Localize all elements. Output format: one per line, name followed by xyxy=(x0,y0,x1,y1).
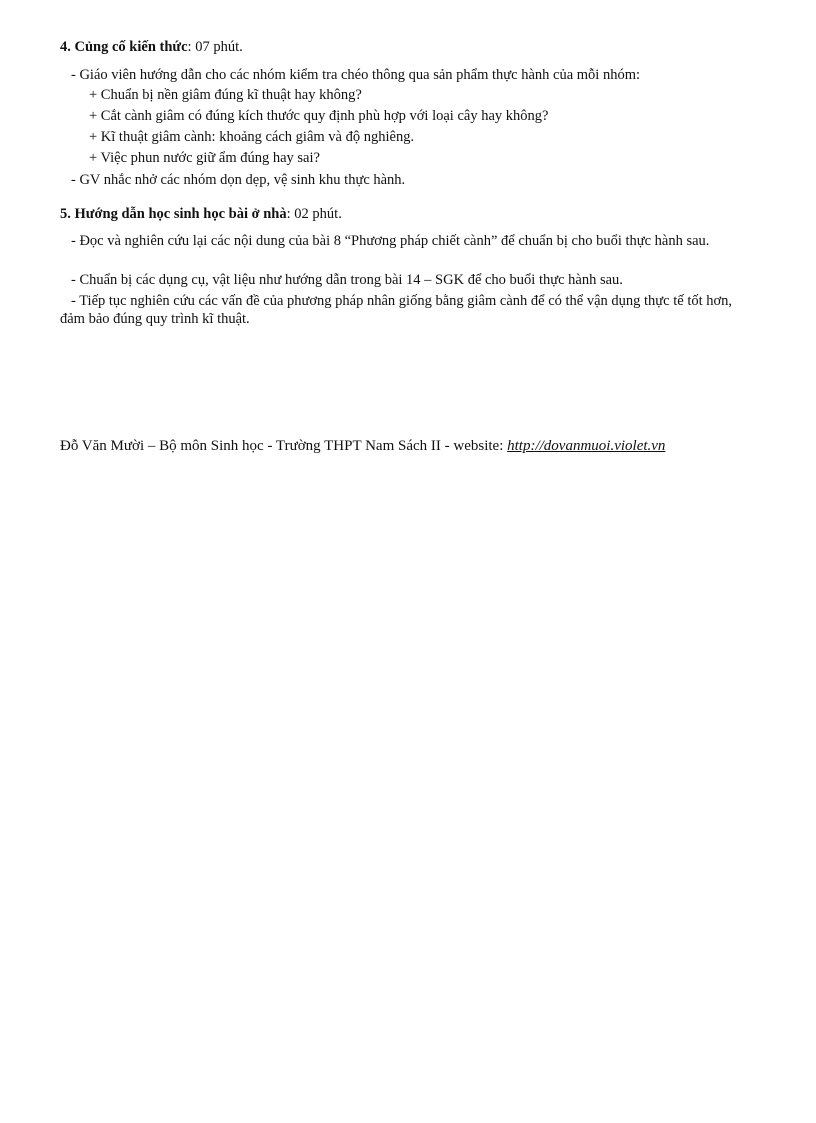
homework-item-1: - Đọc và nghiên cứu lại các nội dung của bài 8 “Phương pháp chiết cành” để chuẩn bị cho buổi thực hành sau. xyxy=(71,233,710,249)
checklist-item-2: + Cắt cành giâm có đúng kích thước quy định phù hợp với loại cây hay không? xyxy=(89,108,549,124)
checklist-item-1: + Chuẩn bị nền giâm đúng kĩ thuật hay không? xyxy=(89,87,362,103)
homework-item-2: - Chuẩn bị các dụng cụ, vật liệu như hướng dẫn trong bài 14 – SGK để cho buổi thực hành sau. xyxy=(71,272,623,288)
footer-text: Đỗ Văn Mười – Bộ môn Sinh học - Trường THPT Nam Sách II - website: xyxy=(60,438,508,454)
section-5-heading xyxy=(60,205,342,223)
checklist-item-3: + Kĩ thuật giâm cành: khoảng cách giâm và độ nghiêng. xyxy=(89,129,415,145)
footer xyxy=(60,437,665,455)
section-4-heading xyxy=(60,38,243,56)
section-5-title: 5. Hướng dẫn học sinh học bài ở nhà xyxy=(60,206,287,222)
section-4-closing: - GV nhắc nhở các nhóm dọn dẹp, vệ sinh khu thực hành. xyxy=(71,172,406,188)
section-5-duration: : 02 phút. xyxy=(286,206,342,222)
section-4-intro: - Giáo viên hướng dẫn cho các nhóm kiểm tra chéo thông qua sản phẩm thực hành của mỗi nhóm: xyxy=(71,67,640,83)
checklist-item-4: + Việc phun nước giữ ẩm đúng hay sai? xyxy=(89,150,320,166)
homework-item-3: - Tiếp tục nghiên cứu các vấn đề của phương pháp nhân giống bằng giâm cành để có thể vận dụng thực tế tốt hơn, đảm bảo đúng quy trình kĩ thuật. xyxy=(60,293,733,327)
website-link[interactable]: http://dovanmuoi.violet.vn xyxy=(507,438,666,454)
section-4-title: 4. Củng cố kiến thức xyxy=(60,39,188,55)
section-4-duration: : 07 phút. xyxy=(187,39,243,55)
